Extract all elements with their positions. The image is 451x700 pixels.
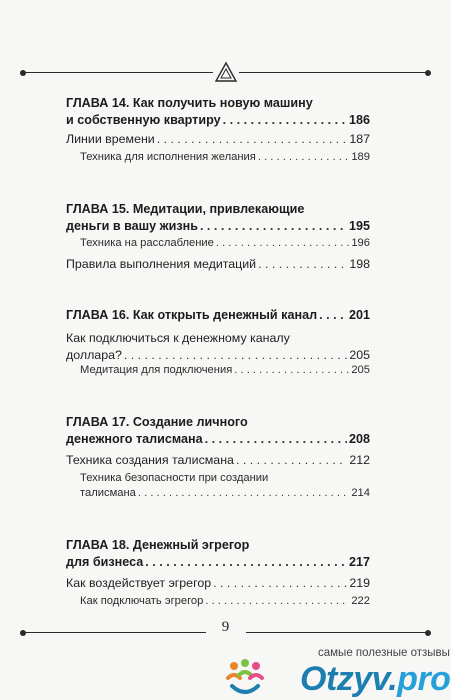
section-title: Как воздействует эгрегор (66, 576, 212, 590)
chapter-title-line: денежного талисмана (66, 432, 203, 446)
section-title: Техника создания талисмана (66, 453, 234, 467)
toc-section[interactable] (66, 452, 370, 469)
dot-leader (319, 307, 347, 324)
dot-leader (234, 363, 349, 378)
watermark-logo-suffix: pro (397, 660, 451, 698)
dot-leader (157, 131, 348, 148)
dot-leader (205, 594, 349, 609)
dot-leader (205, 431, 347, 448)
dot-leader (223, 112, 347, 129)
toc-subsection[interactable] (66, 150, 370, 165)
chapter-title-line: деньги в вашу жизнь (66, 219, 198, 233)
subsection-title: Техника для исполнения желания (80, 151, 256, 163)
page-ref: 189 (351, 151, 370, 163)
dot-leader (145, 554, 347, 571)
chapter-title-line: ГЛАВА 15. Медитации, привлекающие (66, 202, 305, 216)
watermark-tagline: самые полезные отзывы (318, 647, 450, 659)
page-ref: 196 (351, 237, 370, 249)
toc-section[interactable] (66, 131, 370, 148)
dot-leader (200, 218, 347, 235)
rule-dot-right (425, 70, 431, 76)
page-ref: 187 (349, 132, 370, 146)
toc-chapter-16[interactable] (66, 307, 370, 324)
watermark-logo-main: Otzyv. (300, 660, 398, 698)
toc-chapter-17[interactable] (66, 414, 370, 448)
top-ornament-rule (20, 67, 431, 79)
triangle-ornament-icon (213, 60, 239, 86)
page-ref: 201 (348, 308, 370, 322)
dot-leader (216, 236, 349, 251)
dot-leader (124, 347, 347, 364)
dot-leader (258, 256, 347, 273)
dot-leader (236, 452, 347, 469)
chapter-title-line: ГЛАВА 18. Денежный эгрегор (66, 538, 250, 552)
rule-dot-left (20, 70, 26, 76)
watermark-logo (300, 660, 450, 699)
page-ref: 208 (348, 432, 370, 446)
page-number: 9 (221, 619, 230, 635)
subsection-title-line: Техника безопасности при создании (80, 472, 269, 484)
page-ref: 214 (351, 487, 370, 499)
dot-leader (138, 486, 349, 501)
page-ref: 219 (349, 576, 370, 590)
subsection-title: Техника на расслабление (80, 237, 214, 249)
chapter-title-line: ГЛАВА 14. Как получить новую машину (66, 96, 313, 110)
page-ref: 186 (348, 113, 370, 127)
chapter-title-line: для бизнеса (66, 555, 144, 569)
subsection-title: Как подключать эгрегор (80, 595, 204, 607)
toc-subsection[interactable] (66, 363, 370, 378)
page-ref: 205 (349, 348, 370, 362)
toc-chapter-18[interactable] (66, 537, 370, 571)
toc-chapter-15[interactable] (66, 201, 370, 235)
chapter-title-line: ГЛАВА 17. Создание личного (66, 415, 248, 429)
watermark-people-icon (224, 658, 266, 698)
toc-section[interactable] (66, 330, 370, 364)
toc-section[interactable] (66, 575, 370, 592)
toc-section[interactable] (66, 256, 370, 273)
section-title: Линии времени (66, 132, 155, 146)
page-ref: 212 (349, 453, 370, 467)
page-ref: 222 (351, 595, 370, 607)
chapter-title-line: ГЛАВА 16. Как открыть денежный канал (66, 308, 318, 322)
toc-subsection[interactable] (66, 594, 370, 609)
toc-chapter-14[interactable] (66, 95, 370, 129)
toc-subsection[interactable] (66, 236, 370, 251)
page-ref: 217 (348, 555, 370, 569)
dot-leader (258, 150, 349, 165)
subsection-title: Медитация для подключения (80, 364, 233, 376)
dot-leader (213, 575, 347, 592)
chapter-title-line: и собственную квартиру (66, 113, 221, 127)
page-ref: 198 (349, 257, 370, 271)
toc-subsection[interactable] (66, 471, 370, 501)
subsection-title-line: талисмана (80, 487, 136, 499)
section-title-line: доллара? (66, 348, 122, 362)
page-ref: 195 (348, 219, 370, 233)
section-title-line: Как подключиться к денежному каналу (66, 331, 290, 345)
page-ref: 205 (351, 364, 370, 376)
section-title: Правила выполнения медитаций (66, 257, 257, 271)
